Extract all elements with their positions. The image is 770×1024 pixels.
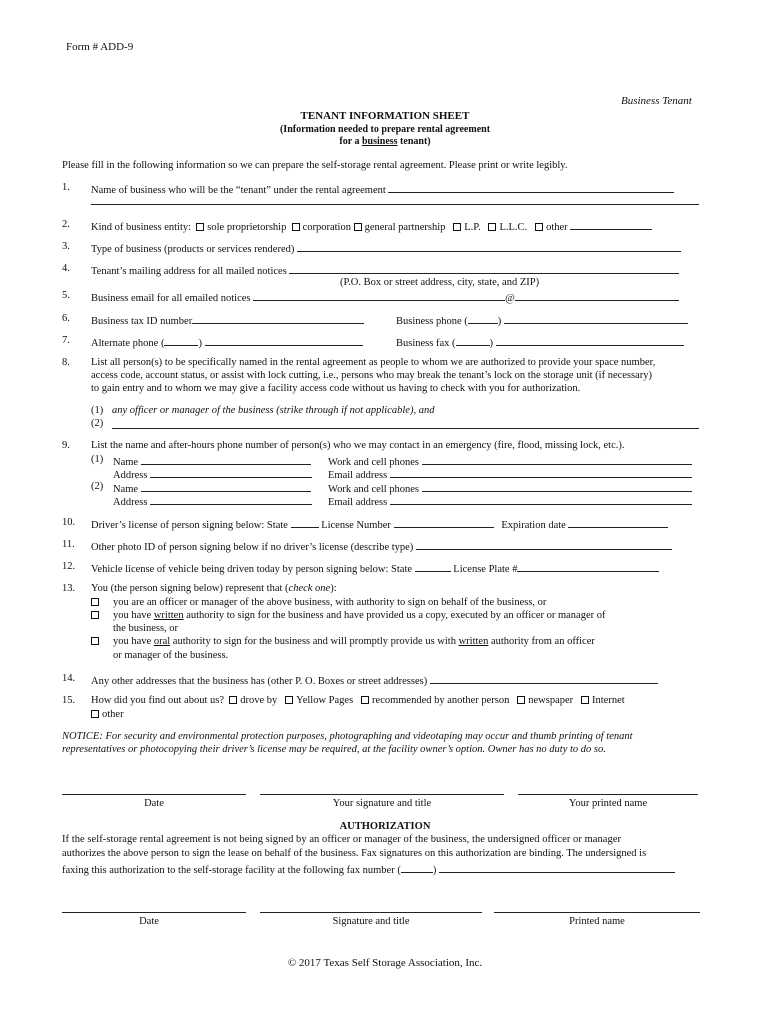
- emergency-1-phones-field[interactable]: [422, 454, 692, 465]
- email-domain-field[interactable]: [515, 290, 679, 301]
- auth-fax-number-field[interactable]: [439, 862, 675, 873]
- business-fax-area-field[interactable]: [456, 335, 490, 346]
- item-15-number: 15.: [62, 695, 76, 706]
- auth-date-label: Date: [139, 916, 159, 927]
- checkbox-general-partnership[interactable]: [354, 223, 362, 231]
- checkbox-yellow-pages[interactable]: [285, 696, 293, 704]
- emergency-1-name-row: Name: [113, 454, 311, 468]
- alternate-phone-field[interactable]: [205, 335, 363, 346]
- notice-line-2: representatives or photocopying their driver’s license may be required, at the facility owner’s option. Owner has no duty to do so.: [62, 744, 606, 755]
- item-4-number: 4.: [62, 263, 70, 274]
- alternate-phone-area-field[interactable]: [164, 335, 198, 346]
- auth-signature-line[interactable]: [260, 912, 482, 913]
- date-label: Date: [144, 798, 164, 809]
- representation-option-3-label: you have oral authority to sign for the business and will promptly provide us with written authority from an officer: [113, 636, 595, 647]
- checkbox-corporation[interactable]: [292, 223, 300, 231]
- your-signature-label: Your signature and title: [332, 798, 432, 809]
- checkbox-newspaper[interactable]: [517, 696, 525, 704]
- auth-signature-label: Signature and title: [332, 916, 410, 927]
- item-3-number: 3.: [62, 241, 70, 252]
- emergency-2-email-field[interactable]: [390, 494, 692, 505]
- business-phone-area-field[interactable]: [468, 313, 498, 324]
- authorization-line-2: authorizes the above person to sign the lease on behalf of the business. Fax signatures on this authorization are binding. The undersigned is: [62, 848, 647, 859]
- dl-expiration-field[interactable]: [568, 517, 668, 528]
- emergency-1-address-field[interactable]: [150, 467, 312, 478]
- item-8-sub-1-number: (1): [91, 405, 104, 416]
- item-9-text: List the name and after-hours phone number of person(s) who we may contact in an emergency (fire, flood, missing lock, etc.).: [91, 440, 625, 451]
- item-7-right: Business fax ( ): [396, 335, 684, 349]
- authorization-line-1: If the self-storage rental agreement is not being signed by an officer or manager of the business, the undersigned officer or manager: [62, 834, 622, 845]
- business-type-field[interactable]: [297, 241, 681, 252]
- item-15-row-2: other: [91, 709, 124, 720]
- item-7-left: Alternate phone ( ): [91, 335, 363, 349]
- item-4-row: Tenant’s mailing address for all mailed notices: [91, 263, 679, 277]
- checkbox-other-entity[interactable]: [535, 223, 543, 231]
- your-printed-name-line[interactable]: [518, 794, 698, 795]
- checkbox-recommended[interactable]: [361, 696, 369, 704]
- emergency-2-phones-row: Work and cell phones: [328, 481, 692, 495]
- notice-line-1: NOTICE: For security and environmental protection purposes, photographing and videotaping may occur and thumb printing of tenant: [62, 731, 633, 742]
- dl-state-field[interactable]: [291, 517, 319, 528]
- emergency-2-phones-field[interactable]: [422, 481, 692, 492]
- item-13-number: 13.: [62, 583, 76, 594]
- item-6-right: Business phone ( ): [396, 313, 688, 327]
- business-fax-field[interactable]: [496, 335, 684, 346]
- tax-id-field[interactable]: [192, 313, 364, 324]
- checkbox-written-authority[interactable]: [91, 611, 99, 619]
- representation-option-1: [91, 597, 102, 608]
- item-6-number: 6.: [62, 313, 70, 324]
- representation-option-2: [91, 610, 102, 621]
- business-name-field-line-2[interactable]: [91, 204, 699, 205]
- subtitle-line-2: for a business tenant): [339, 136, 431, 147]
- item-8-line-3: to gain entry and to whom we may give a facility access code without us having to check with you for authorization.: [91, 383, 581, 394]
- your-printed-name-label: Your printed name: [568, 798, 648, 809]
- item-5-number: 5.: [62, 290, 70, 301]
- date-signature-line[interactable]: [62, 794, 246, 795]
- authorization-title: AUTHORIZATION: [339, 821, 431, 832]
- item-10-row: Driver’s license of person signing below: State License Number Expiration date: [91, 517, 668, 531]
- item-8-line-2: access code, account status, or assist with lock cutting, i.e., persons who may break the tenant’s lock on the storage unit (if necessary): [91, 370, 653, 381]
- checkbox-other-source[interactable]: [91, 710, 99, 718]
- item-12-row: Vehicle license of vehicle being driven today by person signing below: State License Plate #: [91, 561, 659, 575]
- copyright-footer: © 2017 Texas Self Storage Association, Inc.: [287, 957, 483, 969]
- auth-date-line[interactable]: [62, 912, 246, 913]
- mailing-address-field[interactable]: [289, 263, 679, 274]
- item-7-number: 7.: [62, 335, 70, 346]
- emergency-1-email-row: Email address: [328, 467, 692, 481]
- header-business-tenant: Business Tenant: [621, 95, 692, 107]
- emergency-2-address-field[interactable]: [150, 494, 312, 505]
- auth-printed-name-line[interactable]: [494, 912, 700, 913]
- item-9-number: 9.: [62, 440, 70, 451]
- emergency-2-name-row: Name: [113, 481, 311, 495]
- item-2-number: 2.: [62, 219, 70, 230]
- item-5-row: Business email for all emailed notices @: [91, 290, 679, 304]
- your-signature-line[interactable]: [260, 794, 504, 795]
- mailing-address-hint: (P.O. Box or street address, city, state, and ZIP): [340, 277, 540, 288]
- item-2-row: Kind of business entity: sole proprietorship corporation general partnership L.P. L.L.C. other: [91, 219, 652, 233]
- item-8-sub-1-text: any officer or manager of the business (strike through if not applicable), and: [112, 405, 435, 416]
- intro-text: Please fill in the following information so we can prepare the self-storage rental agreement. Please print or write legibly.: [62, 160, 568, 171]
- emergency-2-address-row: Address: [113, 494, 312, 508]
- business-name-field[interactable]: [388, 182, 674, 193]
- representation-option-2-label: you have written authority to sign for the business and have provided us a copy, executed by an officer or manager of: [113, 610, 606, 621]
- item-14-row: Any other addresses that the business has (other P. O. Boxes or street addresses): [91, 673, 658, 687]
- checkbox-llc[interactable]: [488, 223, 496, 231]
- item-1-number: 1.: [62, 182, 70, 193]
- item-8-line-1: List all person(s) to be specifically named in the rental agreement as people to whom we are authorized to provide your space number,: [91, 357, 656, 368]
- item-8-number: 8.: [62, 357, 70, 368]
- checkbox-drove-by[interactable]: [229, 696, 237, 704]
- checkbox-officer-manager[interactable]: [91, 598, 99, 606]
- auth-printed-name-label: Printed name: [569, 916, 625, 927]
- form-number: Form # ADD-9: [66, 41, 134, 53]
- representation-option-3: [91, 636, 102, 647]
- email-user-field[interactable]: [253, 290, 505, 301]
- representation-option-2-label-cont: the business, or: [113, 623, 179, 634]
- item-10-number: 10.: [62, 517, 76, 528]
- subtitle-line-1: (Information needed to prepare rental agreement: [279, 124, 491, 135]
- checkbox-lp[interactable]: [453, 223, 461, 231]
- item-11-number: 11.: [62, 539, 75, 550]
- item-13-text: You (the person signing below) represent that (check one):: [91, 583, 337, 594]
- business-phone-field[interactable]: [504, 313, 688, 324]
- dl-number-field[interactable]: [394, 517, 494, 528]
- checkbox-sole-proprietorship[interactable]: [196, 223, 204, 231]
- item-14-number: 14.: [62, 673, 76, 684]
- emergency-1-address-row: Address: [113, 467, 312, 481]
- item-11-row: Other photo ID of person signing below if no driver’s license (describe type): [91, 539, 672, 553]
- emergency-1-number: (1): [91, 454, 104, 465]
- auth-fax-area-field[interactable]: [401, 862, 433, 873]
- representation-option-1-label: you are an officer or manager of the above business, with authority to sign on behalf of the business, or: [113, 597, 547, 608]
- vehicle-state-field[interactable]: [415, 561, 451, 572]
- representation-option-3-label-cont: or manager of the business.: [113, 650, 229, 661]
- license-plate-field[interactable]: [517, 561, 659, 572]
- emergency-2-number: (2): [91, 481, 104, 492]
- authorization-line-3: faxing this authorization to the self-storage facility at the following fax number ( ): [62, 862, 675, 876]
- emergency-1-phones-row: Work and cell phones: [328, 454, 692, 468]
- other-photo-id-field[interactable]: [416, 539, 672, 550]
- item-3-row: Type of business (products or services rendered): [91, 241, 681, 255]
- checkbox-oral-authority[interactable]: [91, 637, 99, 645]
- item-6-left: Business tax ID number: [91, 313, 364, 327]
- emergency-1-email-field[interactable]: [390, 467, 692, 478]
- emergency-2-name-field[interactable]: [141, 481, 311, 492]
- item-1-label: Name of business who will be the “tenant” under the rental agreement: [91, 182, 674, 196]
- checkbox-internet[interactable]: [581, 696, 589, 704]
- item-12-number: 12.: [62, 561, 76, 572]
- page-title: TENANT INFORMATION SHEET: [300, 110, 470, 122]
- item-15-row: How did you find out about us? drove by Yellow Pages recommended by another person newspaper Internet: [91, 695, 625, 706]
- authorized-person-field[interactable]: [112, 428, 699, 429]
- emergency-1-name-field[interactable]: [141, 454, 311, 465]
- other-addresses-field[interactable]: [430, 673, 658, 684]
- item-8-sub-2-number: (2): [91, 418, 104, 429]
- emergency-2-email-row: Email address: [328, 494, 692, 508]
- other-entity-field[interactable]: [570, 219, 652, 230]
